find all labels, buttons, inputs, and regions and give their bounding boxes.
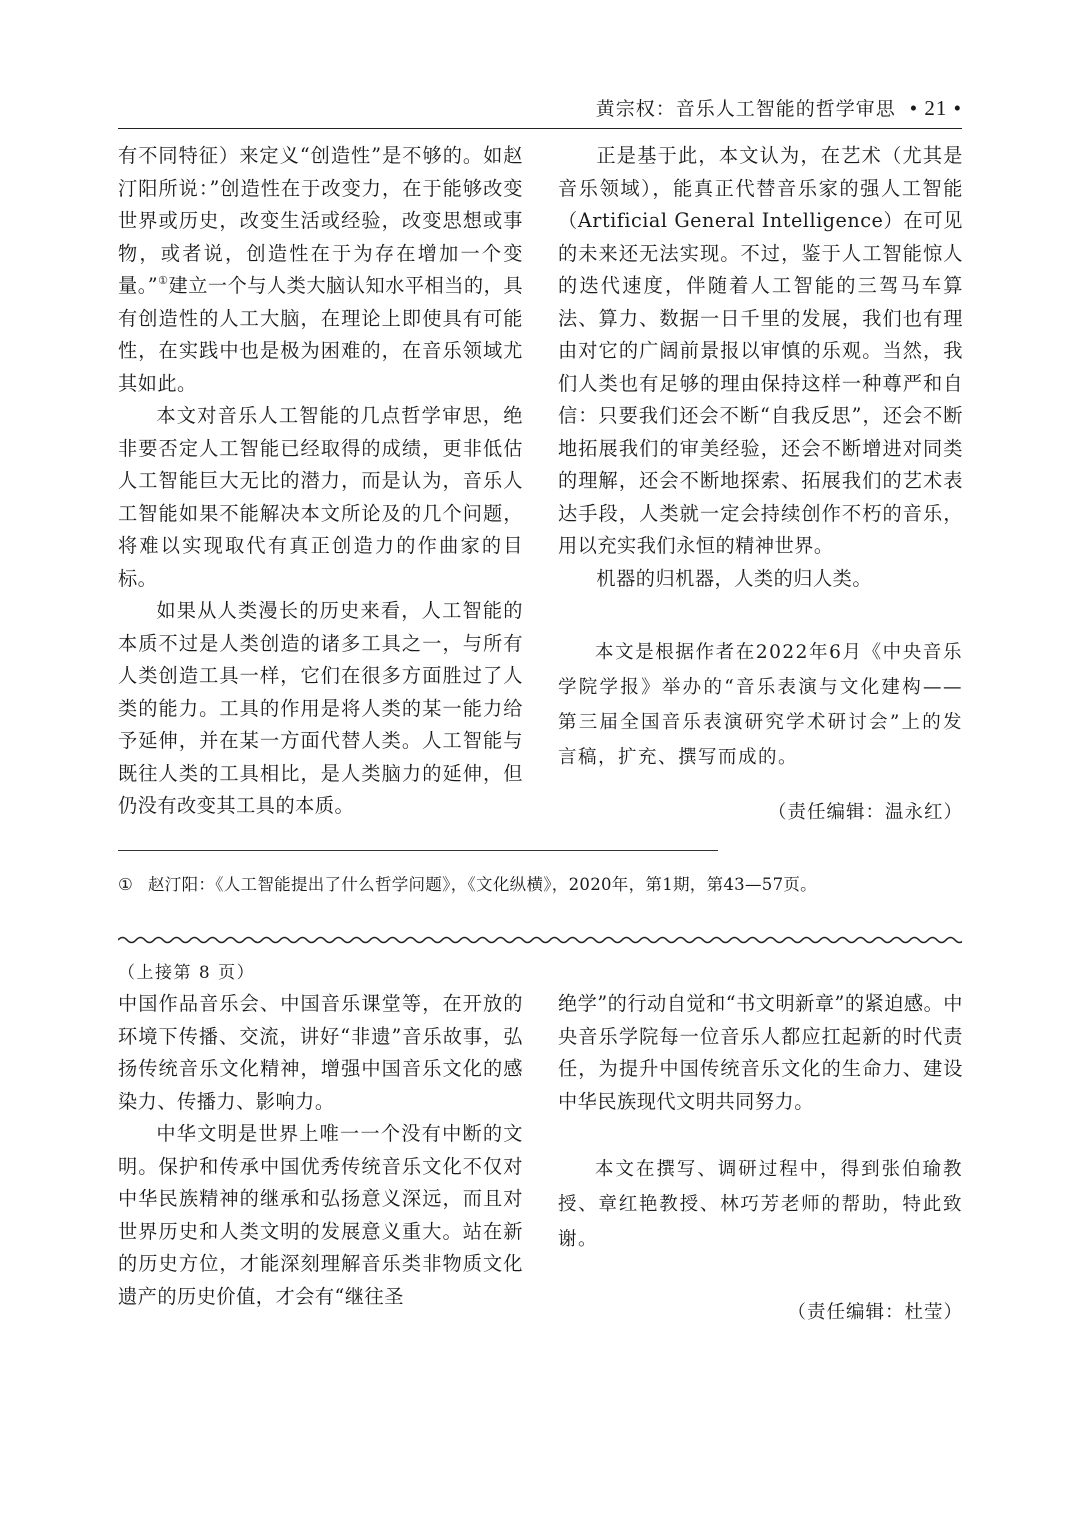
running-header	[118, 94, 962, 129]
paragraph-text: 建立一个与人类大脑认知水平相当的，具有创造性的人工大脑，在理论上即使具有可能性，在实践中也是极为困难的，在音乐领域尤其如此。	[118, 274, 524, 395]
footnote-divider	[118, 850, 718, 851]
paragraph: 中华文明是世界上唯一一个没有中断的文明。保护和传承中国优秀传统音乐文化不仅对中华民族精神的继承和弘扬意义深远，而且对世界历史和人类文明的发展意义重大。站在新的历史方位，才能深刻理解音乐类非物质文化遗产的历史价值，才会有“继往圣	[118, 1122, 523, 1308]
responsible-editor: （责任编辑：杜莹）	[787, 1302, 963, 1323]
footnote-mark: ①	[118, 875, 134, 894]
paragraph: 绝学”的行动自觉和“书文明新章”的紧迫感。中央音乐学院每一位音乐人都应扛起新的时代责任，为提升中国传统音乐文化的生命力、建设中华民族现代文明共同努力。	[558, 992, 963, 1113]
continued-column-right	[558, 988, 963, 1330]
article-column-right	[558, 140, 963, 830]
footnote-text: 赵汀阳：《人工智能提出了什么哲学问题》，《文化纵横》，2020年，第1期，第43—57页。	[148, 875, 817, 894]
paragraph-text: 有不同特征）来定义“创造性”是不够的。如赵汀阳所说：”创造性在于改变力，在于能够改变世界或历史，改变生活或经验，改变思想或事物，或者说，创造性在于为存在增加一个变量。”	[118, 144, 523, 297]
footnote	[118, 872, 817, 898]
wavy-separator	[118, 932, 962, 948]
paragraph: 本文对音乐人工智能的几点哲学审思，绝非要否定人工智能已经取得的成绩，更非低估人工智能巨大无比的潜力，而是认为，音乐人工智能如果不能解决本文所论及的几个问题，将难以实现取代有真正创造力的作曲家的目标。	[118, 404, 523, 590]
footnote-ref[interactable]: ①	[158, 274, 169, 287]
page-number: • 21 •	[909, 96, 962, 120]
continued-column-left	[118, 988, 523, 1313]
paragraph: 机器的归机器，人类的归人类。	[596, 566, 873, 590]
paragraph: 正是基于此，本文认为，在艺术（尤其是音乐领域），能真正代替音乐家的强人工智能（Artificial General Intelligence）在可见的未来还无法实现。不过，鉴于人工智能惊人的迭代速度，伴随着人工智能的三驾马车算法、算力、数据一日千里的发展，我们也有理由对它的广阔前景报以审慎的乐观。当然，我们人类也有足够的理由保持这样一种尊严和自信：只要我们还会不断“自我反思”，还会不断地拓展我们的审美经验，还会不断增进对同类的理解，还会不断地探索、拓展我们的艺术表达手段，人类就一定会持续创作不朽的音乐，用以充实我们永恒的精神世界。	[558, 144, 963, 557]
continued-from-label: （上接第 8 页）	[118, 963, 256, 983]
running-title: 黄宗权：音乐人工智能的哲学审思	[595, 98, 896, 120]
paragraph	[118, 140, 523, 400]
responsible-editor: （责任编辑：温永红）	[767, 802, 963, 823]
paragraph: 中国作品音乐会、中国音乐课堂等，在开放的环境下传播、交流，讲好“非遗”音乐故事，弘扬传统音乐文化精神，增强中国音乐文化的感染力、传播力、影响力。	[118, 992, 523, 1113]
paragraph: 如果从人类漫长的历史来看，人工智能的本质不过是人类创造的诸多工具之一，与所有人类创造工具一样，它们在很多方面胜过了人类的能力。工具的作用是将人类的某一能力给予延伸，并在某一方面代替人类。人工智能与既往人类的工具相比，是人类脑力的延伸，但仍没有改变其工具的本质。	[118, 599, 523, 817]
acknowledgement-note: 本文在撰写、调研过程中，得到张伯瑜教授、章红艳教授、林巧芳老师的帮助，特此致谢。	[558, 1159, 963, 1250]
article-column-left	[118, 140, 523, 823]
author-note: 本文是根据作者在2022年6月《中央音乐学院学报》举办的“音乐表演与文化建构——第三届全国音乐表演研究学术研讨会”上的发言稿，扩充、撰写而成的。	[558, 642, 963, 768]
